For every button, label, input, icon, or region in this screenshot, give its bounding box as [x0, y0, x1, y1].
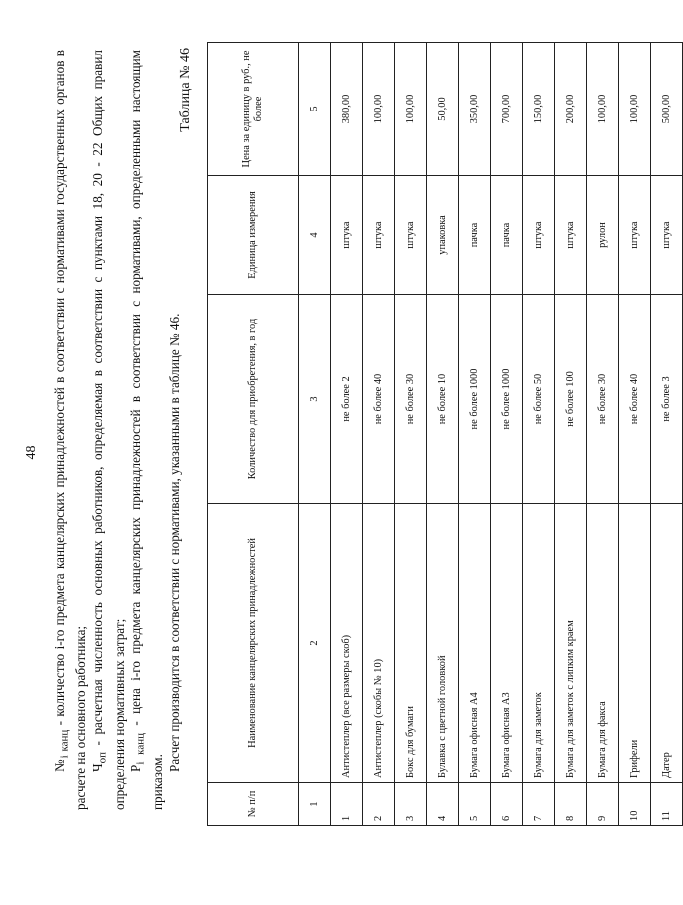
table-row: [459, 43, 491, 826]
cell-name: Датер: [651, 504, 683, 783]
cell-name: Бумага офисная А4: [459, 504, 491, 783]
table-header-row: [208, 43, 299, 826]
cell-quantity: не более 10: [427, 295, 459, 504]
table-row: [363, 43, 395, 826]
cell-name: Бумага для заметок с липким краем: [555, 504, 587, 783]
cell-name: Антистеплер (все размеры скоб): [331, 504, 363, 783]
definition-text: - расчетная численность основных работников, определяемая в соответствии с пунктами 18, 20 - 22 Общих правил определения нормативных затрат;: [90, 50, 127, 810]
cell-unit: штука: [523, 176, 555, 295]
note-text: Расчет производится в соответствии с нормативами, указанными в таблице № 46.: [166, 313, 182, 772]
column-number: 3: [299, 295, 331, 504]
norms-table: [207, 42, 683, 826]
cell-quantity: не более 30: [587, 295, 619, 504]
cell-quantity: не более 30: [395, 295, 427, 504]
cell-quantity: не более 2: [331, 295, 363, 504]
cell-quantity: не более 100: [555, 295, 587, 504]
definition-paragraph: [128, 50, 166, 810]
header-number: № п/п: [208, 783, 299, 826]
table-row: [555, 43, 587, 826]
table-row: [427, 43, 459, 826]
symbol: Р: [128, 764, 144, 772]
symbol: Ч: [90, 763, 106, 772]
cell-name: Бумага офисная А3: [491, 504, 523, 783]
cell-name: Антистеплер (скобы № 10): [363, 504, 395, 783]
header-name: Наименование канцелярских принадлежностей: [208, 504, 299, 783]
table-row: [491, 43, 523, 826]
cell-number: 6: [491, 783, 523, 826]
column-number-row: [299, 43, 331, 826]
cell-price: 150,00: [523, 43, 555, 176]
cell-number: 9: [587, 783, 619, 826]
symbol-subscript: i канц: [58, 729, 71, 759]
cell-unit: рулон: [587, 176, 619, 295]
symbol-subscript: i канц: [135, 732, 148, 765]
cell-price: 100,00: [587, 43, 619, 176]
definition-paragraph: [90, 50, 128, 810]
column-number: 1: [299, 783, 331, 826]
cell-unit: штука: [555, 176, 587, 295]
cell-unit: штука: [331, 176, 363, 295]
cell-number: 2: [363, 783, 395, 826]
column-number: 2: [299, 504, 331, 783]
cell-name: Булавка с цветной головкой: [427, 504, 459, 783]
cell-unit: штука: [395, 176, 427, 295]
cell-quantity: не более 3: [651, 295, 683, 504]
cell-name: Грифели: [619, 504, 651, 783]
header-price: Цена за единицу в руб., не более: [208, 43, 299, 176]
definition-text: - количество i-го предмета канцелярских принадлежностей в соответствии с нормативами государственных органов в расчете на основного работника;: [52, 50, 89, 810]
header-unit: Единица измерения: [208, 176, 299, 295]
cell-name: Бокс для бумаги: [395, 504, 427, 783]
cell-price: 100,00: [619, 43, 651, 176]
cell-unit: штука: [619, 176, 651, 295]
cell-number: 11: [651, 783, 683, 826]
cell-price: 200,00: [555, 43, 587, 176]
cell-price: 50,00: [427, 43, 459, 176]
cell-name: Бумага для факса: [587, 504, 619, 783]
cell-quantity: не более 1000: [459, 295, 491, 504]
cell-quantity: не более 40: [363, 295, 395, 504]
cell-quantity: не более 1000: [491, 295, 523, 504]
cell-price: 100,00: [363, 43, 395, 176]
cell-number: 7: [523, 783, 555, 826]
definition-paragraph: [52, 50, 90, 810]
cell-quantity: не более 50: [523, 295, 555, 504]
header-quantity: Количество для приобретения, в год: [208, 295, 299, 504]
cell-price: 700,00: [491, 43, 523, 176]
symbol: №: [52, 758, 67, 772]
cell-price: 380,00: [331, 43, 363, 176]
cell-unit: пачка: [491, 176, 523, 295]
cell-price: 500,00: [651, 43, 683, 176]
cell-price: 350,00: [459, 43, 491, 176]
cell-number: 4: [427, 783, 459, 826]
column-number: 5: [299, 43, 331, 176]
cell-name: Бумага для заметок: [523, 504, 555, 783]
definitions-text: [52, 50, 184, 810]
symbol-subscript: оп: [96, 752, 109, 764]
table-row: [651, 43, 683, 826]
cell-number: 3: [395, 783, 427, 826]
definition-text: - цена i-го предмета канцелярских принадлежностей в соответствии с нормативами, определенными настоящим приказом.: [128, 49, 165, 810]
cell-unit: штука: [651, 176, 683, 295]
table-row: [523, 43, 555, 826]
cell-quantity: не более 40: [619, 295, 651, 504]
cell-unit: пачка: [459, 176, 491, 295]
cell-unit: штука: [363, 176, 395, 295]
cell-number: 8: [555, 783, 587, 826]
table-row: [331, 43, 363, 826]
calculation-note: [167, 50, 184, 810]
table-row: [587, 43, 619, 826]
table-row: [619, 43, 651, 826]
cell-unit: упаковка: [427, 176, 459, 295]
column-number: 4: [299, 176, 331, 295]
cell-number: 5: [459, 783, 491, 826]
cell-price: 100,00: [395, 43, 427, 176]
cell-number: 1: [331, 783, 363, 826]
cell-number: 10: [619, 783, 651, 826]
page-number: 48: [24, 445, 39, 460]
table-caption: Таблица № 46: [178, 48, 193, 132]
table-row: [395, 43, 427, 826]
